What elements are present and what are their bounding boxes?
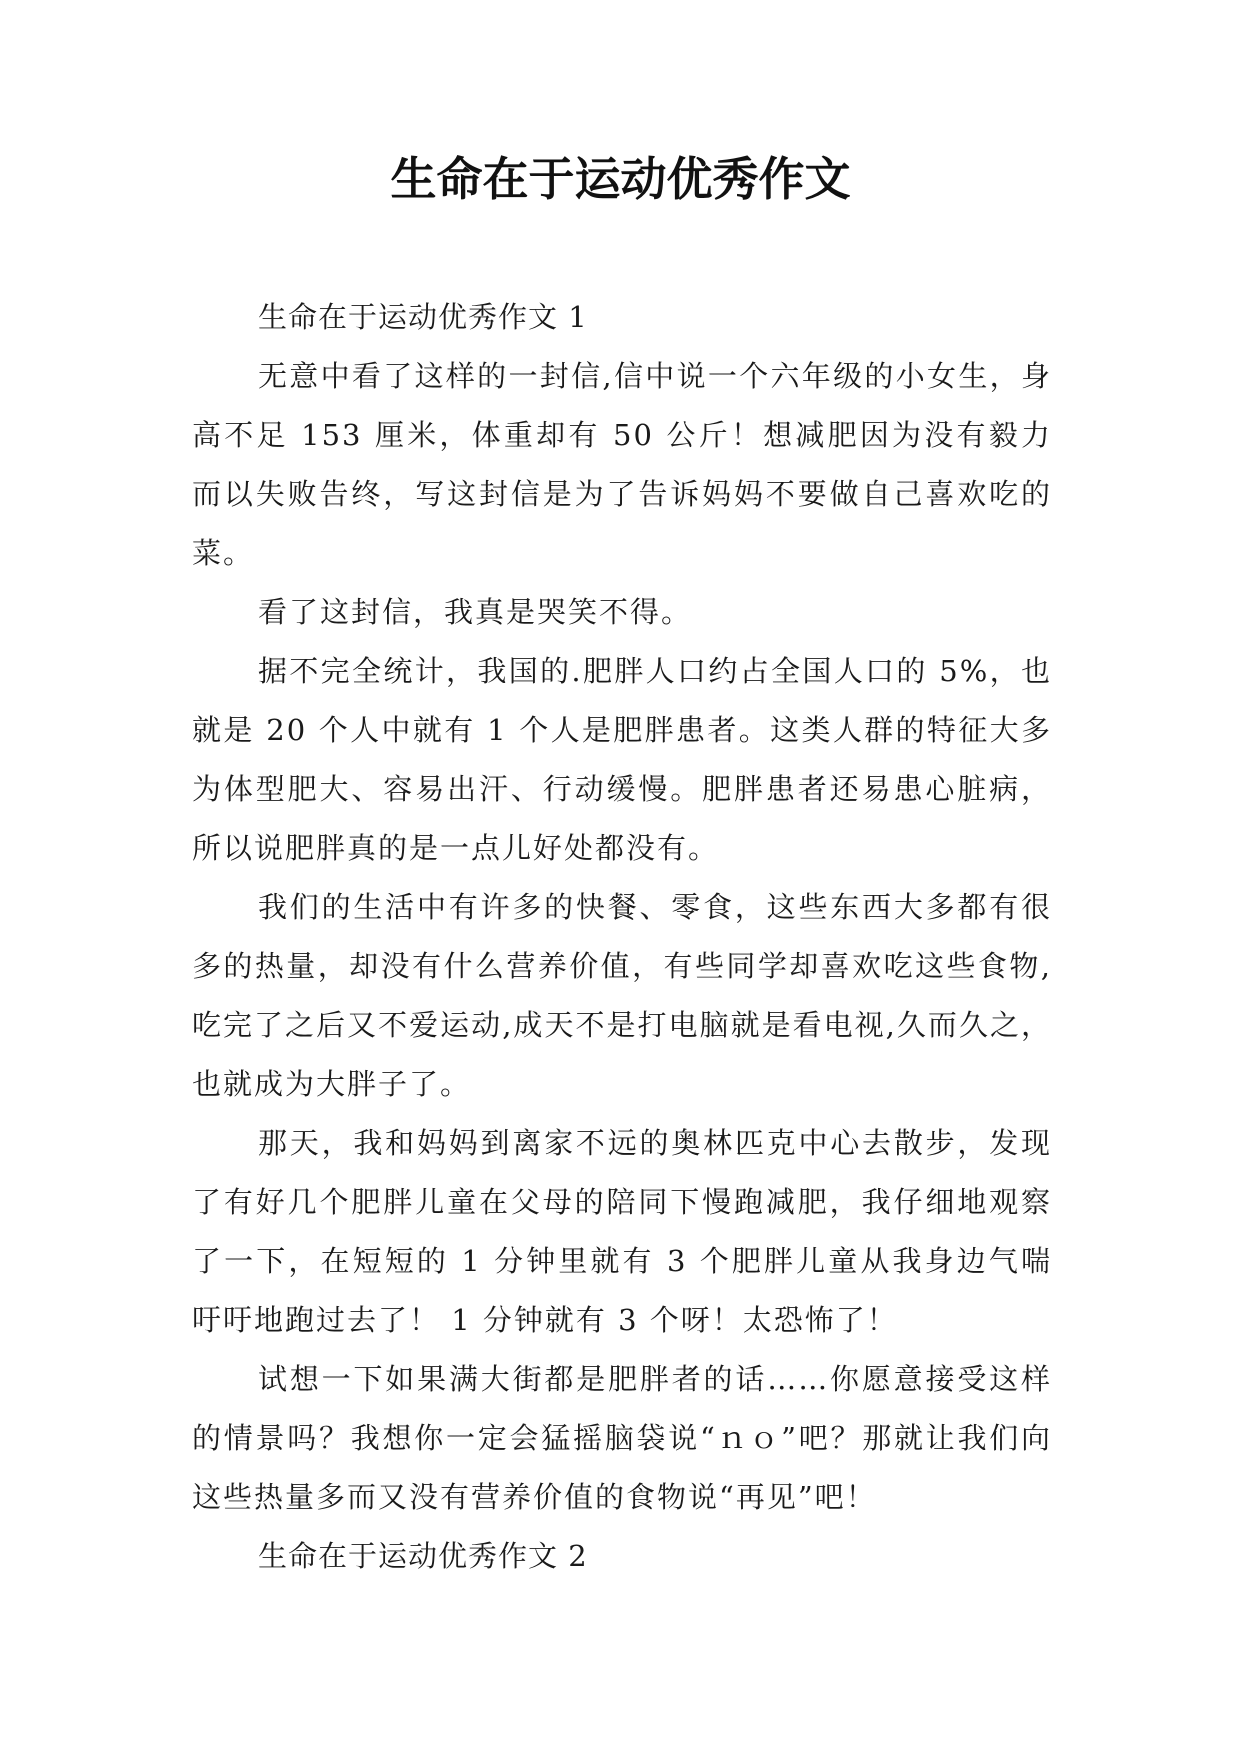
- document-body: [192, 288, 1052, 1586]
- section-heading-1: 生命在于运动优秀作文 1: [258, 300, 588, 334]
- document-title: 生命在于运动优秀作文: [390, 152, 851, 206]
- section-heading-2: 生命在于运动优秀作文 2: [258, 1539, 588, 1573]
- paragraph: 那天，我和妈妈到离家不远的奥林匹克中心去散步，发现了有好几个肥胖儿童在父母的陪同下慢跑减肥，我仔细地观察了一下，在短短的 1 分钟里就有 3 个肥胖儿童从我身边气喘吁吁地跑过去了！ 1 分钟就有 3 个呀！太恐怖了！: [192, 1126, 1052, 1337]
- paragraph: 试想一下如果满大街都是肥胖者的话……你愿意接受这样的情景吗？我想你一定会猛摇脑袋说“ｎｏ”吧？那就让我们向这些热量多而又没有营养价值的食物说“再见”吧！: [192, 1362, 1052, 1514]
- paragraph: 我们的生活中有许多的快餐、零食，这些东西大多都有很多的热量，却没有什么营养价值，有些同学却喜欢吃这些食物,吃完了之后又不爱运动,成天不是打电脑就是看电视,久而久之，也就成为大胖子了。: [192, 890, 1052, 1101]
- paragraph: 无意中看了这样的一封信,信中说一个六年级的小女生，身高不足 153 厘米，体重却有 50 公斤！想减肥因为没有毅力而以失败告终，写这封信是为了告诉妈妈不要做自己喜欢吃的菜。: [192, 359, 1052, 570]
- paragraph: 据不完全统计，我国的.肥胖人口约占全国人口的 5%，也就是 20 个人中就有 1 个人是肥胖患者。这类人群的特征大多为体型肥大、容易出汗、行动缓慢。肥胖患者还易患心脏病，所以说肥胖真的是一点儿好处都没有。: [192, 654, 1052, 865]
- paragraph: 看了这封信，我真是哭笑不得。: [258, 595, 693, 629]
